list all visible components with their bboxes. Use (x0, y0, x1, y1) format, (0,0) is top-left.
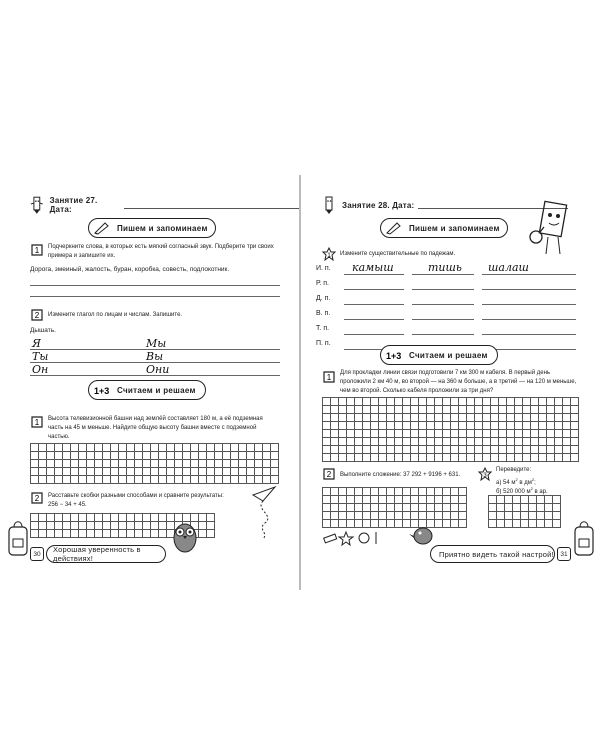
star-number-badge (478, 467, 492, 481)
pronoun-ty: Ты (32, 350, 49, 363)
case-label: П. п. (316, 340, 331, 347)
section-title: Пишем и запоминаем (409, 223, 500, 233)
answer-line (30, 349, 280, 350)
task-number-badge (30, 308, 44, 322)
paper-plane-icon (245, 485, 285, 540)
task-instruction: Для прокладки линии связи подготовили 7 км 300 м кабеля. В первый день проложили 2 км 40 м, во второй — на 360 м больше, а в третий — на 120 м меньше, чем во второй. Сколько кабеля проложили за три дня? (340, 370, 577, 394)
answer-line (344, 319, 404, 320)
case-label: Т. п. (316, 325, 330, 332)
noun-word: камыш (352, 261, 394, 274)
doodles-icon (322, 530, 382, 546)
pronoun-ya: Я (32, 337, 41, 350)
pronoun-oni: Они (146, 363, 170, 376)
footer-text: Хорошая уверенность в действиях! (53, 545, 141, 563)
backpack-icon (6, 515, 30, 560)
answer-line (30, 285, 280, 286)
book-mascot-icon (528, 199, 573, 257)
conversion-b: б) 520 000 $м^2$ в ар. (496, 486, 548, 495)
answer-line (412, 334, 474, 335)
footer-text: Приятно видеть такой настрой! (439, 549, 554, 559)
page-number: 31 (557, 547, 571, 561)
svg-text:2: 2 (34, 494, 40, 503)
answer-line (30, 362, 280, 363)
task-instruction: Высота телевизионной башни над землёй составляет 180 м, а её подземная часть на 45 м меньше. Найдите общую высоту башни вместе с подземной частью. (48, 416, 263, 440)
numbers-icon (385, 348, 403, 362)
left-page (0, 175, 300, 590)
task-instruction: Измените существительные по падежам. (340, 251, 456, 257)
svg-text:1: 1 (326, 373, 332, 382)
word-list: Дорога, змеиный, жалость, буран, коробка, совесть, подлокотник. (30, 266, 230, 273)
answer-line (412, 274, 474, 275)
task-instruction: Выполните сложение: 37 292 + 9196 + 631. (340, 472, 461, 478)
svg-text:3: 3 (483, 473, 487, 479)
task-instruction: Расставьте скобки разными способами и сравните результаты: (48, 493, 224, 499)
backpack-icon (572, 515, 596, 560)
answer-line (482, 274, 576, 275)
task-number-badge (30, 415, 44, 429)
answer-line (344, 274, 404, 275)
pronoun-on: Он (32, 363, 49, 376)
section-header-count (88, 380, 206, 400)
answer-line (482, 319, 576, 320)
answer-line (412, 304, 474, 305)
noun-word: тишь (428, 261, 462, 274)
svg-text:1: 1 (34, 246, 40, 255)
answer-line (30, 296, 280, 297)
owl-icon (170, 518, 200, 554)
conversion-a: а) 54 $м^2$ в $дм^2$; (496, 477, 536, 486)
star-number-badge (322, 247, 336, 261)
expression: 256 − 34 + 45. (48, 502, 87, 508)
answer-line (30, 375, 280, 376)
svg-text:2: 2 (34, 311, 40, 320)
answer-grid[interactable] (322, 397, 579, 462)
lesson-header-left (30, 195, 300, 215)
right-page (300, 175, 600, 590)
svg-text:1: 1 (327, 253, 331, 259)
answer-line (482, 289, 576, 290)
pencil-mascot-icon (322, 195, 336, 215)
verb-word: Дышать. (30, 327, 56, 334)
case-label: Д. п. (316, 295, 331, 302)
svg-text:1+3: 1+3 (94, 386, 110, 396)
page-number: 30 (30, 547, 44, 561)
section-title: Пишем и запоминаем (117, 223, 208, 233)
footer-banner (430, 545, 555, 563)
answer-grid[interactable] (322, 487, 467, 528)
pronoun-my: Мы (146, 337, 167, 350)
task-number-badge (322, 467, 336, 481)
date-line (124, 201, 300, 209)
answer-line (482, 334, 576, 335)
answer-line (344, 334, 404, 335)
task-number-badge (30, 491, 44, 505)
case-label: В. п. (316, 310, 331, 317)
case-label: И. п. (316, 265, 331, 272)
answer-line (482, 304, 576, 305)
footer-banner (46, 545, 166, 563)
section-title: Считаем и решаем (117, 385, 196, 395)
task-instruction: Подчеркните слова, в которых есть мягкий согласный звук. Подберите три своих примера и запишите их. (48, 244, 274, 259)
svg-text:1: 1 (34, 418, 40, 427)
numbers-icon (93, 383, 111, 397)
lesson-title: Занятие 28. Дата: (342, 200, 415, 210)
pronoun-vy: Вы (146, 350, 164, 363)
lesson-title: Занятие 27. Дата: (49, 196, 98, 214)
noun-word: шалаш (488, 261, 529, 274)
svg-text:2: 2 (326, 470, 332, 479)
writing-hand-icon (385, 221, 403, 235)
task-number-badge (30, 243, 44, 257)
section-title: Считаем и решаем (409, 350, 488, 360)
answer-line (412, 289, 474, 290)
answer-line (412, 319, 474, 320)
task-instruction: Переведите: (496, 467, 532, 473)
pencil-mascot-icon (30, 195, 44, 215)
writing-hand-icon (93, 221, 111, 235)
answer-line (344, 304, 404, 305)
answer-grid[interactable] (30, 443, 279, 484)
section-header-write (88, 218, 216, 238)
svg-text:1+3: 1+3 (386, 351, 402, 361)
task-number-badge (322, 370, 336, 384)
section-header-count (380, 345, 498, 365)
task-instruction: Измените глагол по лицам и числам. Запишите. (48, 312, 183, 318)
case-label: Р. п. (316, 280, 329, 287)
answer-line (344, 289, 404, 290)
section-header-write (380, 218, 508, 238)
answer-grid[interactable] (488, 495, 561, 528)
